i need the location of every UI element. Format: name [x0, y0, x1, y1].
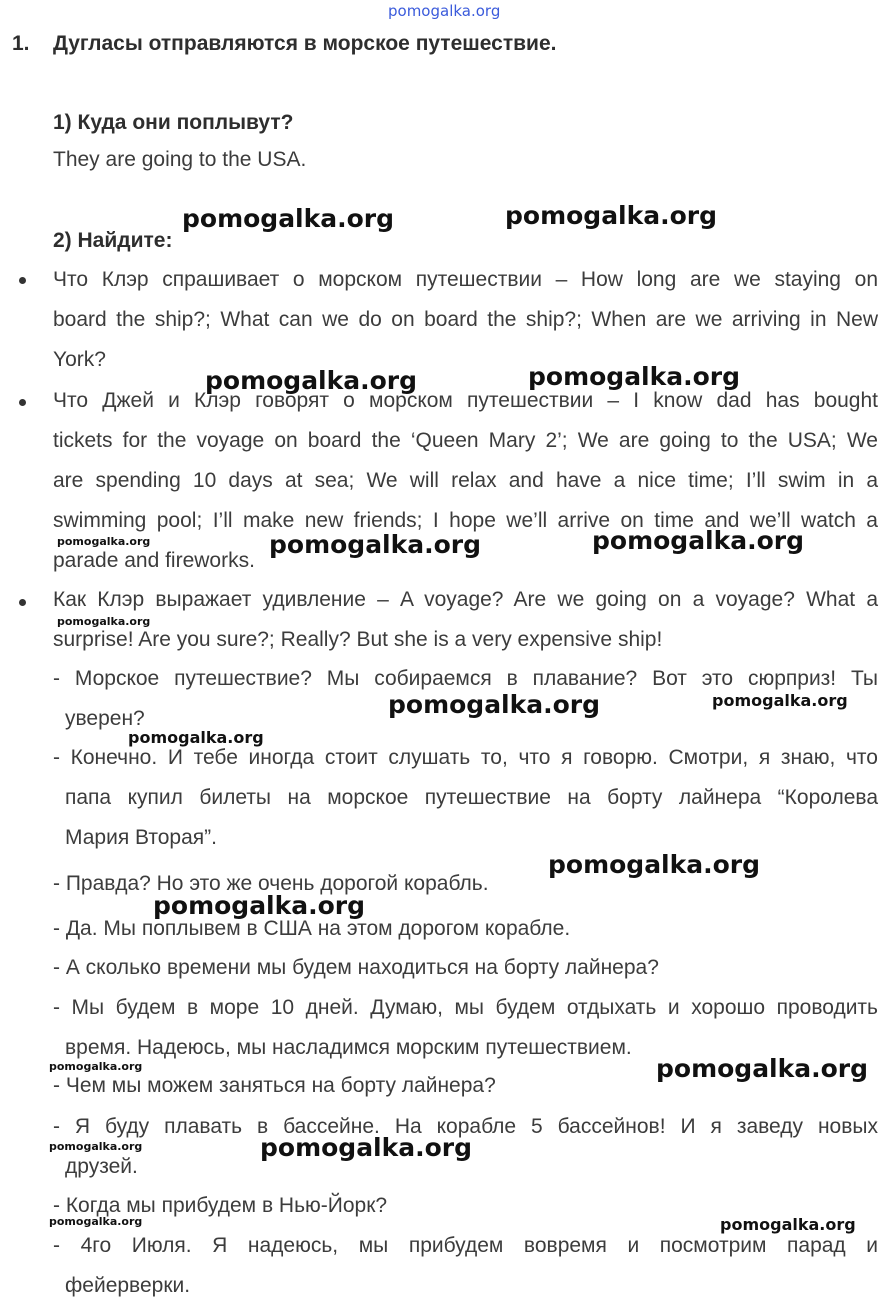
bullet-line: York?: [53, 348, 106, 371]
dialogue-text: - Конечно. И тебе иногда стоит слушать то, что я говорю. Смотри, я знаю, что: [53, 746, 878, 769]
bullet-line: parade and fireworks.: [53, 549, 255, 572]
dialogue-line: [53, 1226, 878, 1306]
watermark: pomogalka.org: [153, 891, 366, 920]
dialogue-text: - Чем мы можем заняться на борту лайнера?: [53, 1074, 496, 1097]
watermark-small: pomogalka.org: [128, 728, 264, 747]
watermark: pomogalka.org: [505, 201, 718, 230]
bullet-line: are spending 10 days at sea; We will relax and have a nice time; I’ll swim in a: [53, 469, 878, 492]
dialogue-text: - Морское путешествие? Мы собираемся в плавание? Вот это сюрприз! Ты: [53, 667, 878, 690]
bullet-line: Как Клэр выражает удивление – A voyage? Are we going on a voyage? What a: [53, 588, 878, 611]
dialogue-text: - А сколько времени мы будем находиться на борту лайнера?: [53, 956, 659, 979]
dialogue-text: папа купил билеты на морское путешествие на борту лайнера “Королева: [65, 786, 878, 809]
watermark: pomogalka.org: [592, 526, 805, 555]
bullet-dot: [19, 277, 26, 284]
bullet-dot: [19, 599, 26, 606]
dialogue-text: друзей.: [65, 1155, 138, 1178]
dialogue-text: - Правда? Но это же очень дорогой корабль.: [53, 872, 489, 895]
dialogue-line: [53, 948, 878, 988]
watermark: pomogalka.org: [182, 204, 395, 233]
dialogue-text: - Мы будем в море 10 дней. Думаю, мы будем отдыхать и хорошо проводить: [53, 996, 878, 1019]
bullet-item: [53, 580, 878, 660]
bullet-item: [53, 260, 878, 380]
bullet-dot: [19, 399, 26, 406]
dialogue-text: - Когда мы прибудем в Нью-Йорк?: [53, 1194, 388, 1217]
watermark-small: pomogalka.org: [57, 615, 151, 628]
watermark: pomogalka.org: [528, 362, 741, 391]
bullet-line: tickets for the voyage on board the ‘Queen Mary 2’; We are going to the USA; We: [53, 429, 878, 452]
dialogue-text: - Я буду плавать в бассейне. На корабле 5 бассейнов! И я заведу новых: [53, 1115, 878, 1138]
watermark: pomogalka.org: [388, 690, 601, 719]
watermark: pomogalka.org: [205, 366, 418, 395]
dialogue-text: - Да. Мы поплывем в США на этом дорогом корабле.: [53, 917, 571, 940]
watermark-small: pomogalka.org: [49, 1215, 143, 1228]
question-2-heading: 2) Найдите:: [53, 229, 173, 252]
task-title: Дугласы отправляются в морское путешествие.: [53, 32, 557, 55]
watermark: pomogalka.org: [656, 1054, 869, 1083]
bullet-line: surprise! Are you sure?; Really? But she is a very expensive ship!: [53, 628, 663, 651]
dialogue-text: Мария Вторая”.: [65, 826, 217, 849]
bullet-line: Что Клэр спрашивает о морском путешествии – How long are we staying on: [53, 268, 878, 291]
watermark-small: pomogalka.org: [49, 1060, 143, 1073]
bullet-line: Что Джей и Клэр говорят о морском путешествии – I know dad has bought: [53, 389, 878, 412]
watermark-top: pomogalka.org: [388, 2, 501, 20]
watermark-small: pomogalka.org: [57, 535, 151, 548]
watermark-small: pomogalka.org: [49, 1140, 143, 1153]
dialogue-text: фейерверки.: [65, 1274, 191, 1297]
watermark-small: pomogalka.org: [720, 1215, 856, 1234]
dialogue-text: уверен?: [65, 707, 145, 730]
question-1-heading: 1) Куда они поплывут?: [53, 111, 294, 134]
watermark-small: pomogalka.org: [712, 691, 848, 710]
task-number: 1.: [12, 32, 30, 55]
question-1-answer: They are going to the USA.: [53, 148, 307, 171]
dialogue-line: [53, 738, 878, 858]
watermark: pomogalka.org: [260, 1133, 473, 1162]
watermark: pomogalka.org: [548, 850, 761, 879]
watermark: pomogalka.org: [269, 530, 482, 559]
dialogue-text: время. Надеюсь, мы насладимся морским путешествием.: [65, 1036, 632, 1059]
bullet-line: board the ship?; What can we do on board the ship?; When are we arriving in New: [53, 308, 878, 331]
bullet-line: swimming pool; I’ll make new friends; I hope we’ll arrive on time and we’ll watch a: [53, 509, 878, 532]
dialogue-text: - 4го Июля. Я надеюсь, мы прибудем вовремя и посмотрим парад и: [53, 1234, 878, 1257]
